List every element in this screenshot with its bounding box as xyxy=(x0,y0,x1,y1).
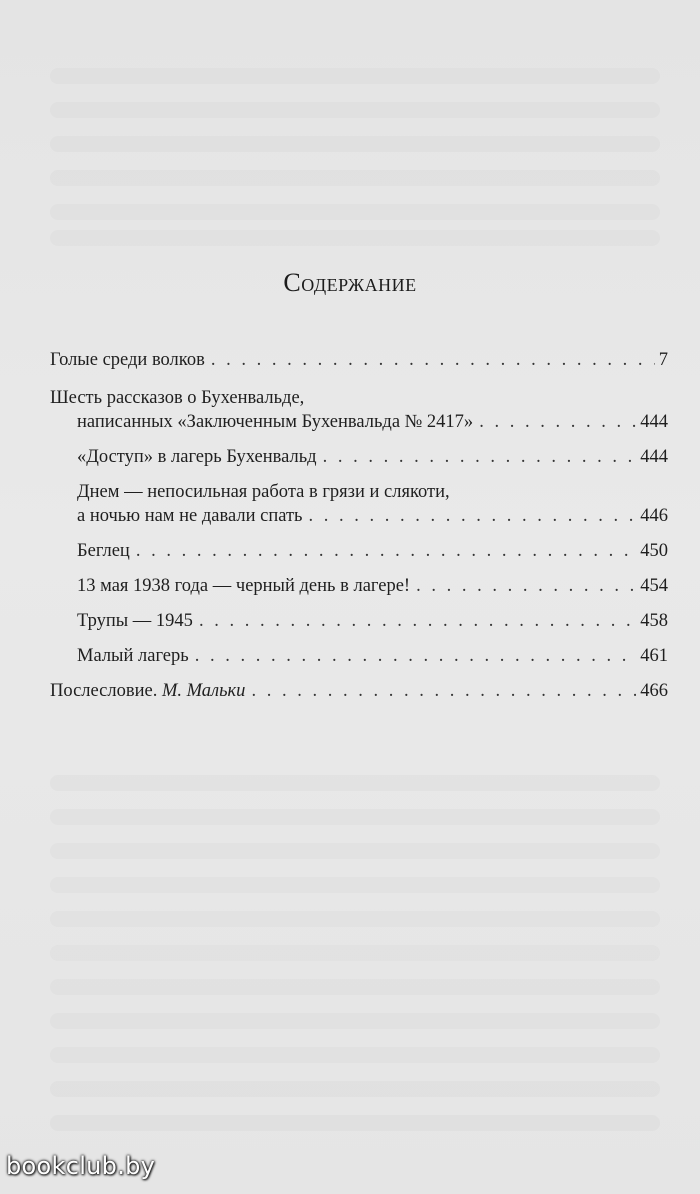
toc-entry-author: М. Мальки xyxy=(161,681,246,701)
leader-dots xyxy=(195,644,637,668)
toc-entry-label xyxy=(50,679,245,703)
bleed-through-line xyxy=(50,170,660,186)
bleed-through-line xyxy=(50,775,660,791)
table-of-contents xyxy=(50,348,668,703)
toc-page-number: 446 xyxy=(640,506,668,526)
toc-subentry xyxy=(50,445,668,469)
toc-entry xyxy=(50,386,668,434)
bleed-through-line xyxy=(50,230,660,246)
site-watermark: bookclub.by xyxy=(6,1152,156,1180)
leader-dots xyxy=(479,410,636,434)
leader-dots xyxy=(199,609,636,633)
toc-subentry xyxy=(50,574,668,598)
bleed-through-line xyxy=(50,809,660,825)
toc-entry-label-prefix: Послесловие. xyxy=(50,681,158,701)
toc-subentry xyxy=(50,609,668,633)
bleed-through-line xyxy=(50,68,660,84)
leader-dots xyxy=(416,574,636,598)
leader-dots xyxy=(323,445,637,469)
toc-subentry-label: Беглец xyxy=(77,541,130,561)
toc-page-number: 444 xyxy=(640,447,668,467)
toc-subentry xyxy=(50,480,668,528)
toc-subentry-label-continued: а ночью нам не давали спать xyxy=(77,506,303,526)
bleed-through-line xyxy=(50,102,660,118)
leader-dots xyxy=(309,504,637,528)
bleed-through-line xyxy=(50,204,660,220)
toc-subentry-label: 13 мая 1938 года — черный день в лагере! xyxy=(77,576,411,596)
toc-page-number: 461 xyxy=(640,646,668,666)
toc-entry-label: Голые среди волков xyxy=(50,350,205,370)
bleed-through-line xyxy=(50,1013,660,1029)
toc-entry xyxy=(50,348,668,372)
toc-subentry-label: Трупы — 1945 xyxy=(77,611,193,631)
toc-entry xyxy=(50,679,668,703)
toc-subentry xyxy=(50,539,668,563)
toc-subentry-label: «Доступ» в лагерь Бухенвальд xyxy=(77,447,317,467)
page-title: Содержание xyxy=(283,268,417,297)
toc-page-number: 450 xyxy=(640,541,668,561)
toc-page-number: 454 xyxy=(640,576,668,596)
bleed-through-line xyxy=(50,1047,660,1063)
bleed-through-line xyxy=(50,877,660,893)
toc-page-number: 7 xyxy=(658,350,668,370)
leader-dots xyxy=(251,679,636,703)
bleed-through-line xyxy=(50,911,660,927)
toc-subentry-label: Днем — непосильная работа в грязи и слякоти, xyxy=(77,482,450,502)
bleed-through-line xyxy=(50,945,660,961)
toc-entry-label: Шесть рассказов о Бухенвальде, xyxy=(50,388,305,408)
toc-page-number: 466 xyxy=(640,681,668,701)
toc-page-number: 458 xyxy=(640,611,668,631)
leader-dots xyxy=(211,348,655,372)
toc-entry-label-continued: написанных «Заключенным Бухенвальда № 2417» xyxy=(77,412,474,432)
bleed-through-line xyxy=(50,136,660,152)
bleed-through-line xyxy=(50,979,660,995)
leader-dots xyxy=(136,539,636,563)
toc-subentry-label: Малый лагерь xyxy=(77,646,189,666)
toc-subentry xyxy=(50,644,668,668)
bleed-through-line xyxy=(50,1115,660,1131)
toc-page-number: 444 xyxy=(640,412,668,432)
bleed-through-line xyxy=(50,1081,660,1097)
bleed-through-line xyxy=(50,843,660,859)
